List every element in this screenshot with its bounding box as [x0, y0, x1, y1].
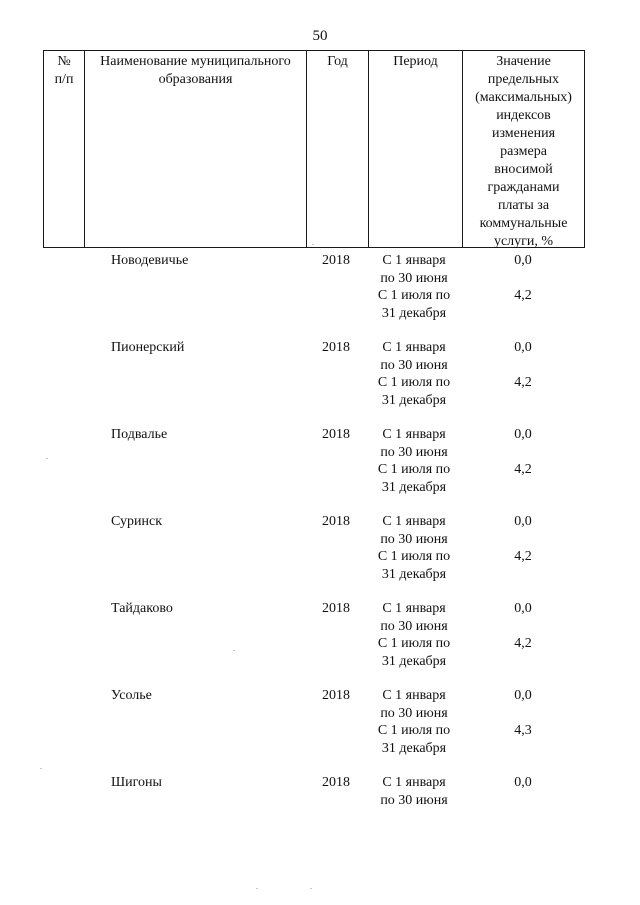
municipality-name: Подвалье — [111, 427, 168, 442]
table-header — [43, 50, 585, 248]
period-line: С 1 января — [382, 427, 446, 442]
period-line: 31 декабря — [381, 567, 447, 582]
period-line: 31 декабря — [381, 654, 447, 669]
header-value-line: платы за — [497, 198, 550, 213]
header-period-column — [368, 51, 462, 247]
scan-speck — [46, 458, 48, 459]
period-line: С 1 января — [382, 601, 446, 616]
period-cell — [367, 513, 461, 549]
table-row — [0, 600, 640, 687]
period-cell — [367, 600, 461, 636]
header-year-label: Год — [327, 54, 348, 69]
row-year: 2018 — [322, 427, 350, 442]
period-cell — [367, 722, 461, 758]
table-row — [0, 687, 640, 774]
period-cell — [367, 374, 461, 410]
period-cell — [367, 687, 461, 723]
period-line: 31 декабря — [381, 741, 447, 756]
table-body — [0, 252, 640, 861]
table-row — [0, 513, 640, 600]
page-number: 50 — [312, 28, 328, 44]
period-line: С 1 января — [382, 253, 446, 268]
header-number-line: № — [57, 54, 71, 69]
header-name-line: Наименование муниципального — [100, 54, 291, 69]
period-line: С 1 января — [382, 775, 446, 790]
index-value: 0,0 — [514, 688, 532, 703]
header-value-line: коммунальные — [479, 216, 568, 231]
period-line: С 1 января — [382, 340, 446, 355]
index-value: 4,2 — [514, 375, 532, 390]
period-line: по 30 июня — [380, 706, 448, 721]
period-cell — [367, 774, 461, 810]
period-line: 31 декабря — [381, 306, 447, 321]
header-name-column — [84, 51, 306, 247]
header-value-line: предельных — [487, 72, 560, 87]
period-line: С 1 января — [382, 688, 446, 703]
period-line: С 1 июля по — [377, 549, 451, 564]
scan-speck — [40, 768, 42, 769]
period-line: по 30 июня — [380, 358, 448, 373]
index-value: 0,0 — [514, 340, 532, 355]
row-year: 2018 — [322, 688, 350, 703]
period-line: С 1 июля по — [377, 375, 451, 390]
scan-speck — [310, 888, 312, 889]
municipality-name: Пионерский — [111, 340, 185, 355]
index-value: 4,2 — [514, 636, 532, 651]
header-value-line: размера — [500, 144, 547, 159]
index-value: 0,0 — [514, 775, 532, 790]
header-period-label: Период — [393, 54, 438, 69]
index-value: 0,0 — [514, 427, 532, 442]
index-value: 4,2 — [514, 462, 532, 477]
row-year: 2018 — [322, 601, 350, 616]
table-row — [0, 252, 640, 339]
row-year: 2018 — [322, 775, 350, 790]
period-line: по 30 июня — [380, 445, 448, 460]
header-value-line: (максимальных) — [475, 90, 572, 105]
period-line: С 1 января — [382, 514, 446, 529]
header-value-line: вносимой — [494, 162, 553, 177]
period-cell — [367, 339, 461, 375]
index-value: 0,0 — [514, 514, 532, 529]
scan-speck — [256, 888, 258, 889]
header-value-line: услуги, % — [493, 234, 554, 249]
index-value: 0,0 — [514, 601, 532, 616]
scan-speck — [312, 244, 314, 245]
header-number-column — [44, 51, 84, 247]
municipality-name: Усолье — [111, 688, 152, 703]
municipality-name: Тайдаково — [111, 601, 173, 616]
header-name-line: образования — [158, 72, 233, 87]
period-line: по 30 июня — [380, 793, 448, 808]
municipality-name: Шигоны — [111, 775, 162, 790]
period-line: С 1 июля по — [377, 723, 451, 738]
period-line: С 1 июля по — [377, 462, 451, 477]
period-line: по 30 июня — [380, 271, 448, 286]
period-cell — [367, 635, 461, 671]
period-line: С 1 июля по — [377, 288, 451, 303]
index-value: 4,3 — [514, 723, 532, 738]
period-cell — [367, 252, 461, 288]
header-value-line: Значение — [496, 54, 551, 69]
header-year-column — [306, 51, 368, 247]
period-line: С 1 июля по — [377, 636, 451, 651]
row-year: 2018 — [322, 340, 350, 355]
index-value: 4,2 — [514, 288, 532, 303]
header-value-line: индексов — [496, 108, 551, 123]
municipality-name: Новодевичье — [111, 253, 189, 268]
table-row — [0, 426, 640, 513]
period-cell — [367, 287, 461, 323]
header-value-column — [462, 51, 584, 247]
row-year: 2018 — [322, 514, 350, 529]
header-value-line: гражданами — [487, 180, 560, 195]
table-row — [0, 774, 640, 861]
period-line: 31 декабря — [381, 480, 447, 495]
period-cell — [367, 548, 461, 584]
period-line: по 30 июня — [380, 619, 448, 634]
row-year: 2018 — [322, 253, 350, 268]
scan-speck — [233, 650, 235, 651]
period-cell — [367, 426, 461, 462]
index-value: 0,0 — [514, 253, 532, 268]
municipality-name: Суринск — [111, 514, 162, 529]
period-line: 31 декабря — [381, 393, 447, 408]
period-line: по 30 июня — [380, 532, 448, 547]
table-row — [0, 339, 640, 426]
index-value: 4,2 — [514, 549, 532, 564]
header-value-line: изменения — [491, 126, 556, 141]
header-number-line: п/п — [54, 72, 74, 87]
period-cell — [367, 461, 461, 497]
